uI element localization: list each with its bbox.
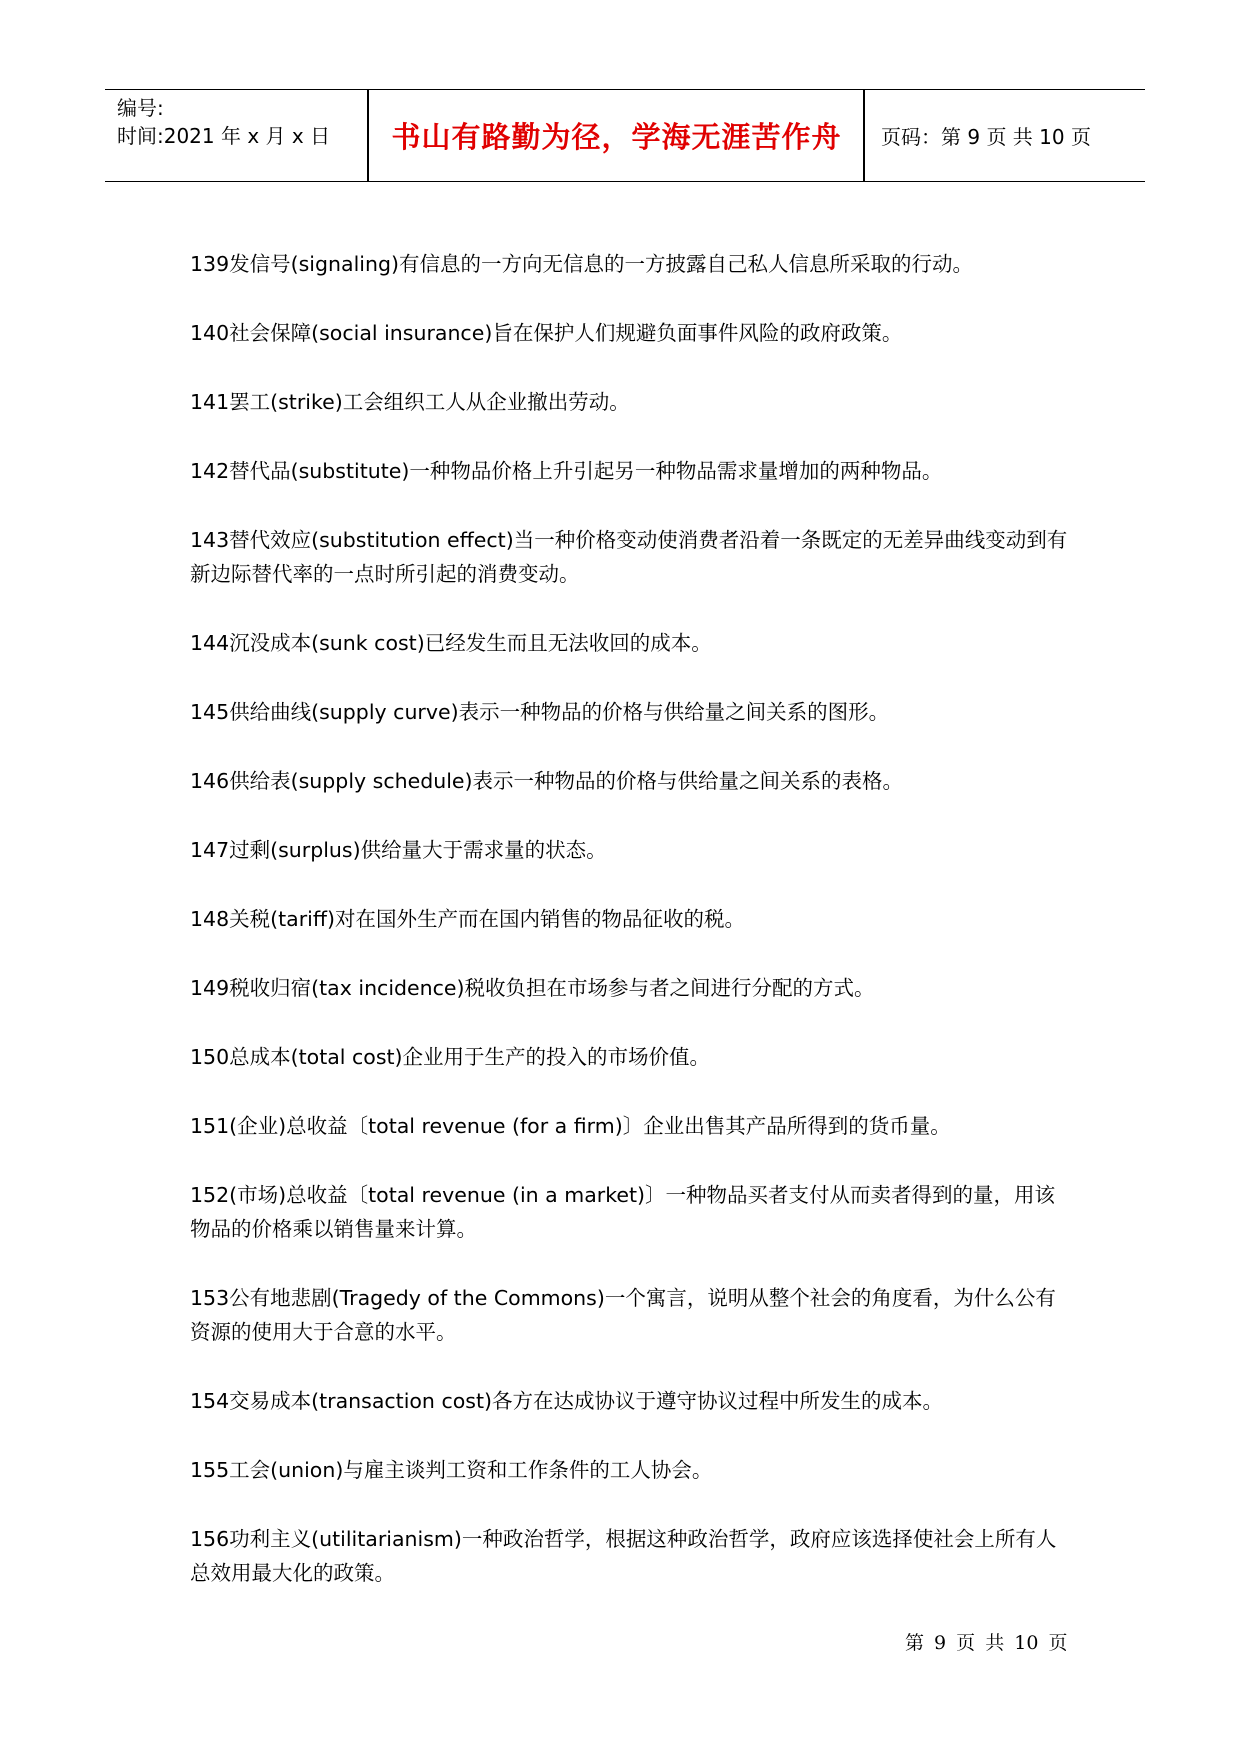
glossary-entry: 149税收归宿(tax incidence)税收负担在市场参与者之间进行分配的方式。 <box>190 976 875 1000</box>
glossary-entry: 144沉没成本(sunk cost)已经发生而且无法收回的成本。 <box>190 631 712 655</box>
glossary-entry: 146供给表(supply schedule)表示一种物品的价格与供给量之间关系的表格。 <box>190 769 904 793</box>
glossary-entry: 140社会保障(social insurance)旨在保护人们规避负面事件风险的政府政策。 <box>190 321 903 345</box>
page-header <box>105 89 1145 182</box>
glossary-entry: 151(企业)总收益〔total revenue (for a firm)〕企业出售其产品所得到的货币量。 <box>190 1114 951 1138</box>
document-time-label: 时间:2021 年 x 月 x 日 <box>117 124 331 148</box>
header-divider-left <box>367 90 369 181</box>
glossary-entry: 155工会(union)与雇主谈判工资和工作条件的工人协会。 <box>190 1458 713 1482</box>
glossary-entry: 142替代品(substitute)一种物品价格上升引起另一种物品需求量增加的两种物品。 <box>190 459 943 483</box>
page-footer: 第 9 页 共 10 页 <box>905 1632 1068 1654</box>
glossary-entry: 156功利主义(utilitarianism)一种政治哲学，根据这种政治哲学，政府应该选择使社会上所有人总效用最大化的政策。 <box>190 1527 1057 1585</box>
header-page-code: 页码：第 9 页 共 10 页 <box>881 124 1091 149</box>
glossary-entry: 147过剩(surplus)供给量大于需求量的状态。 <box>190 838 607 862</box>
header-meta <box>117 94 367 150</box>
glossary-entry: 152(市场)总收益〔total revenue (in a market)〕一种物品买者支付从而卖者得到的量，用该物品的价格乘以销售量来计算。 <box>190 1183 1055 1241</box>
glossary-entry: 145供给曲线(supply curve)表示一种物品的价格与供给量之间关系的图形。 <box>190 700 890 724</box>
glossary-entry: 141罢工(strike)工会组织工人从企业撤出劳动。 <box>190 390 630 414</box>
header-motto: 书山有路勤为径，学海无涯苦作舟 <box>391 119 842 154</box>
glossary-entry: 139发信号(signaling)有信息的一方向无信息的一方披露自己私人信息所采取的行动。 <box>190 252 973 276</box>
glossary-entry: 153公有地悲剧(Tragedy of the Commons)一个寓言，说明从整个社会的角度看，为什么公有资源的使用大于合意的水平。 <box>190 1286 1056 1344</box>
glossary-entry: 150总成本(total cost)企业用于生产的投入的市场价值。 <box>190 1045 711 1069</box>
glossary-body <box>190 247 1070 1625</box>
document-number-label: 编号: <box>117 96 164 120</box>
glossary-entry: 154交易成本(transaction cost)各方在达成协议于遵守协议过程中所发生的成本。 <box>190 1389 943 1413</box>
glossary-entry: 148关税(tariff)对在国外生产而在国内销售的物品征收的税。 <box>190 907 745 931</box>
glossary-entry: 143替代效应(substitution effect)当一种价格变动使消费者沿着一条既定的无差异曲线变动到有新边际替代率的一点时所引起的消费变动。 <box>190 528 1068 586</box>
header-divider-right <box>863 90 865 181</box>
